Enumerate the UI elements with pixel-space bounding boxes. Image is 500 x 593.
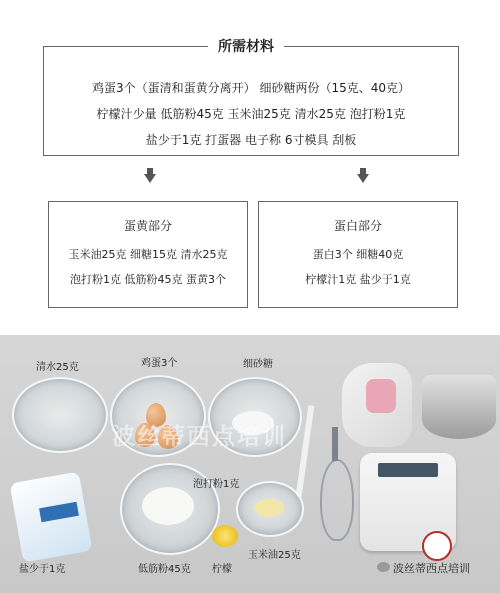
lemon bbox=[212, 525, 238, 547]
mixer-handle bbox=[366, 379, 396, 413]
yolk-part-title: 蛋黄部分 bbox=[123, 219, 172, 233]
whisk-handle bbox=[332, 427, 338, 461]
white-part-title: 蛋白部分 bbox=[333, 219, 382, 233]
label-lemon: 柠檬 bbox=[212, 564, 232, 575]
cake-mold bbox=[422, 375, 496, 439]
corn-oil bbox=[254, 499, 284, 517]
materials-title: 所需材料 bbox=[208, 36, 284, 56]
white-line-2: 柠檬汁1克 盐少于1克 bbox=[305, 273, 411, 286]
flour-pile bbox=[142, 487, 194, 525]
brand-logo bbox=[422, 531, 452, 561]
materials-line-2: 柠檬汁少量 低筋粉45克 玉米油25克 清水25克 泡打粉1克 bbox=[96, 107, 406, 121]
wechat-icon bbox=[377, 562, 390, 572]
yolk-part-box bbox=[48, 201, 248, 308]
label-sugar: 细砂糖 bbox=[243, 359, 273, 370]
yolk-line-1: 玉米油25克 细糖15克 清水25克 bbox=[68, 248, 228, 261]
brand-name: 波丝蒂西点培训 bbox=[393, 562, 470, 575]
white-part-box bbox=[258, 201, 458, 308]
down-arrow-icon bbox=[357, 174, 369, 183]
label-oil: 玉米油25克 bbox=[248, 550, 301, 561]
label-baking-powder: 泡打粉1克 bbox=[193, 479, 240, 490]
scale-display bbox=[378, 463, 438, 477]
materials-box bbox=[43, 46, 459, 156]
label-salt: 盐少于1克 bbox=[19, 564, 66, 575]
label-eggs: 鸡蛋3个 bbox=[141, 358, 178, 369]
label-water: 清水25克 bbox=[36, 362, 79, 373]
yolk-line-2: 泡打粉1克 低筋粉45克 蛋黄3个 bbox=[70, 273, 226, 286]
water-bowl bbox=[12, 377, 108, 453]
white-line-1: 蛋白3个 细糖40克 bbox=[312, 248, 404, 261]
materials-line-1: 鸡蛋3个（蛋清和蛋黄分离开） 细砂糖两份（15克、40克） bbox=[92, 81, 410, 95]
down-arrow-icon bbox=[144, 174, 156, 183]
ingredients-photo bbox=[0, 335, 500, 593]
watermark: 波丝蒂西点培训 bbox=[112, 424, 287, 450]
label-flour: 低筋粉45克 bbox=[138, 564, 191, 575]
whisk bbox=[320, 459, 354, 541]
materials-line-3: 盐少于1克 打蛋器 电子称 6寸模具 刮板 bbox=[145, 133, 357, 147]
